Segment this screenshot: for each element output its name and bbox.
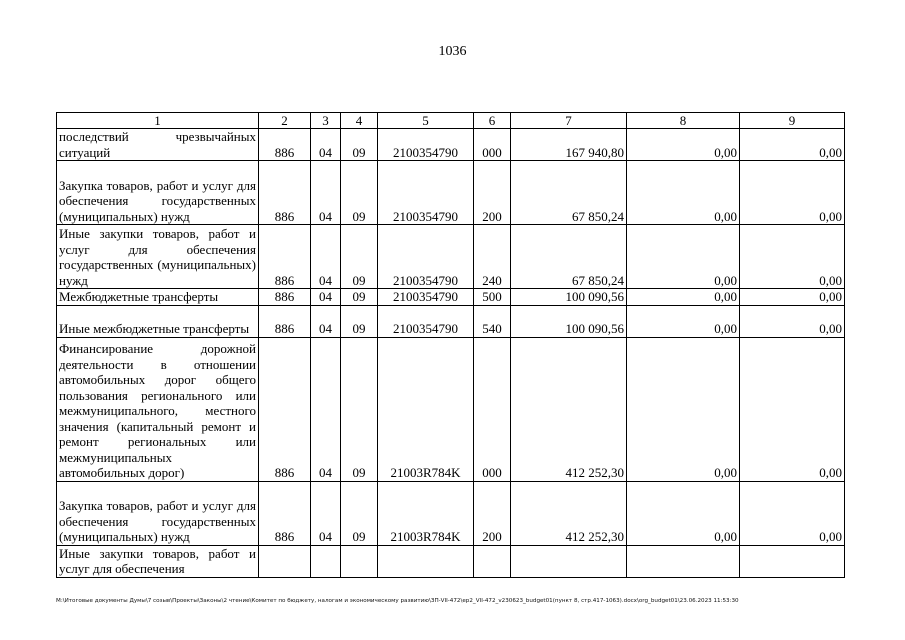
cell-col-3: 04: [311, 305, 341, 337]
cell-col-6: 200: [474, 481, 511, 545]
cell-col-3: [311, 545, 341, 577]
cell-col-3: 04: [311, 225, 341, 289]
cell-col-4: 09: [341, 305, 378, 337]
cell-col-7: [511, 545, 627, 577]
col-header-3: 3: [311, 113, 341, 129]
cell-col-6: 000: [474, 129, 511, 161]
cell-col-7: 412 252,30: [511, 337, 627, 481]
cell-col-2: 886: [259, 129, 311, 161]
cell-col-6: 000: [474, 337, 511, 481]
col-header-5: 5: [378, 113, 474, 129]
cell-col-4: [341, 545, 378, 577]
table-row: [57, 129, 845, 161]
col-header-6: 6: [474, 113, 511, 129]
row-name: Межбюджетные трансферты: [57, 289, 259, 306]
cell-col-9: [740, 545, 845, 577]
cell-col-5: 21003R784K: [378, 481, 474, 545]
col-header-9: 9: [740, 113, 845, 129]
cell-col-8: 0,00: [627, 225, 740, 289]
cell-col-7: 100 090,56: [511, 289, 627, 306]
table-row: [57, 481, 845, 545]
cell-col-4: 09: [341, 481, 378, 545]
cell-col-9: 0,00: [740, 225, 845, 289]
document-footer-path: M:\Итоговые документы Думы\7 созыв\Проекты\Законы\2 чтение\Комитет по бюджету, налогам и экономическому развитию\ЗП-VII-472\ep2_VII-472_v230623_budget01(пункт 8, стр.417-1063).docx\org_budget01\23.06.2023 11:53:30: [56, 598, 739, 604]
cell-col-7: 67 850,24: [511, 161, 627, 225]
cell-col-6: 200: [474, 161, 511, 225]
cell-col-2: [259, 545, 311, 577]
cell-col-2: 886: [259, 161, 311, 225]
cell-col-9: 0,00: [740, 337, 845, 481]
cell-col-4: 09: [341, 161, 378, 225]
cell-col-9: 0,00: [740, 481, 845, 545]
cell-col-2: 886: [259, 305, 311, 337]
table-row: [57, 545, 845, 577]
row-name: последствий чрезвычайных ситуаций: [57, 129, 259, 161]
cell-col-9: 0,00: [740, 305, 845, 337]
row-name: Финансирование дорожной деятельности в отношении автомобильных дорог общего пользования регионального или межмуниципального, местного значения (капитальный ремонт и ремонт региональных или межмуниципальных автомобильных дорог): [57, 337, 259, 481]
cell-col-2: 886: [259, 289, 311, 306]
table-row: [57, 289, 845, 306]
table-row: [57, 337, 845, 481]
cell-col-3: 04: [311, 129, 341, 161]
cell-col-2: 886: [259, 225, 311, 289]
cell-col-8: 0,00: [627, 337, 740, 481]
row-name: Закупка товаров, работ и услуг для обеспечения государственных (муниципальных) нужд: [57, 481, 259, 545]
cell-col-9: 0,00: [740, 161, 845, 225]
cell-col-5: 2100354790: [378, 305, 474, 337]
row-name: Закупка товаров, работ и услуг для обеспечения государственных (муниципальных) нужд: [57, 161, 259, 225]
cell-col-4: 09: [341, 289, 378, 306]
cell-col-6: 240: [474, 225, 511, 289]
cell-col-3: 04: [311, 289, 341, 306]
cell-col-3: 04: [311, 337, 341, 481]
cell-col-8: 0,00: [627, 481, 740, 545]
cell-col-6: [474, 545, 511, 577]
cell-col-5: 2100354790: [378, 289, 474, 306]
cell-col-7: 67 850,24: [511, 225, 627, 289]
col-header-2: 2: [259, 113, 311, 129]
cell-col-8: 0,00: [627, 129, 740, 161]
cell-col-2: 886: [259, 481, 311, 545]
cell-col-8: 0,00: [627, 161, 740, 225]
cell-col-6: 500: [474, 289, 511, 306]
cell-col-8: 0,00: [627, 305, 740, 337]
page-number: 1036: [438, 44, 467, 59]
cell-col-6: 540: [474, 305, 511, 337]
cell-col-5: 21003R784K: [378, 337, 474, 481]
cell-col-9: 0,00: [740, 129, 845, 161]
cell-col-5: [378, 545, 474, 577]
row-name: Иные закупки товаров, работ и услуг для обеспечения: [57, 545, 259, 577]
col-header-4: 4: [341, 113, 378, 129]
cell-col-5: 2100354790: [378, 129, 474, 161]
cell-col-3: 04: [311, 161, 341, 225]
header-row: [57, 113, 845, 129]
cell-col-5: 2100354790: [378, 225, 474, 289]
row-name: Иные закупки товаров, работ и услуг для обеспечения государственных (муниципальных) нужд: [57, 225, 259, 289]
cell-col-8: 0,00: [627, 289, 740, 306]
row-name: Иные межбюджетные трансферты: [57, 305, 259, 337]
cell-col-2: 886: [259, 337, 311, 481]
table-row: [57, 305, 845, 337]
cell-col-3: 04: [311, 481, 341, 545]
cell-col-5: 2100354790: [378, 161, 474, 225]
cell-col-7: 412 252,30: [511, 481, 627, 545]
col-header-7: 7: [511, 113, 627, 129]
cell-col-7: 100 090,56: [511, 305, 627, 337]
cell-col-4: 09: [341, 337, 378, 481]
table-row: [57, 161, 845, 225]
cell-col-7: 167 940,80: [511, 129, 627, 161]
table-row: [57, 225, 845, 289]
col-header-1: 1: [57, 113, 259, 129]
col-header-8: 8: [627, 113, 740, 129]
cell-col-4: 09: [341, 225, 378, 289]
cell-col-9: 0,00: [740, 289, 845, 306]
cell-col-8: [627, 545, 740, 577]
budget-table: [56, 112, 845, 578]
cell-col-4: 09: [341, 129, 378, 161]
